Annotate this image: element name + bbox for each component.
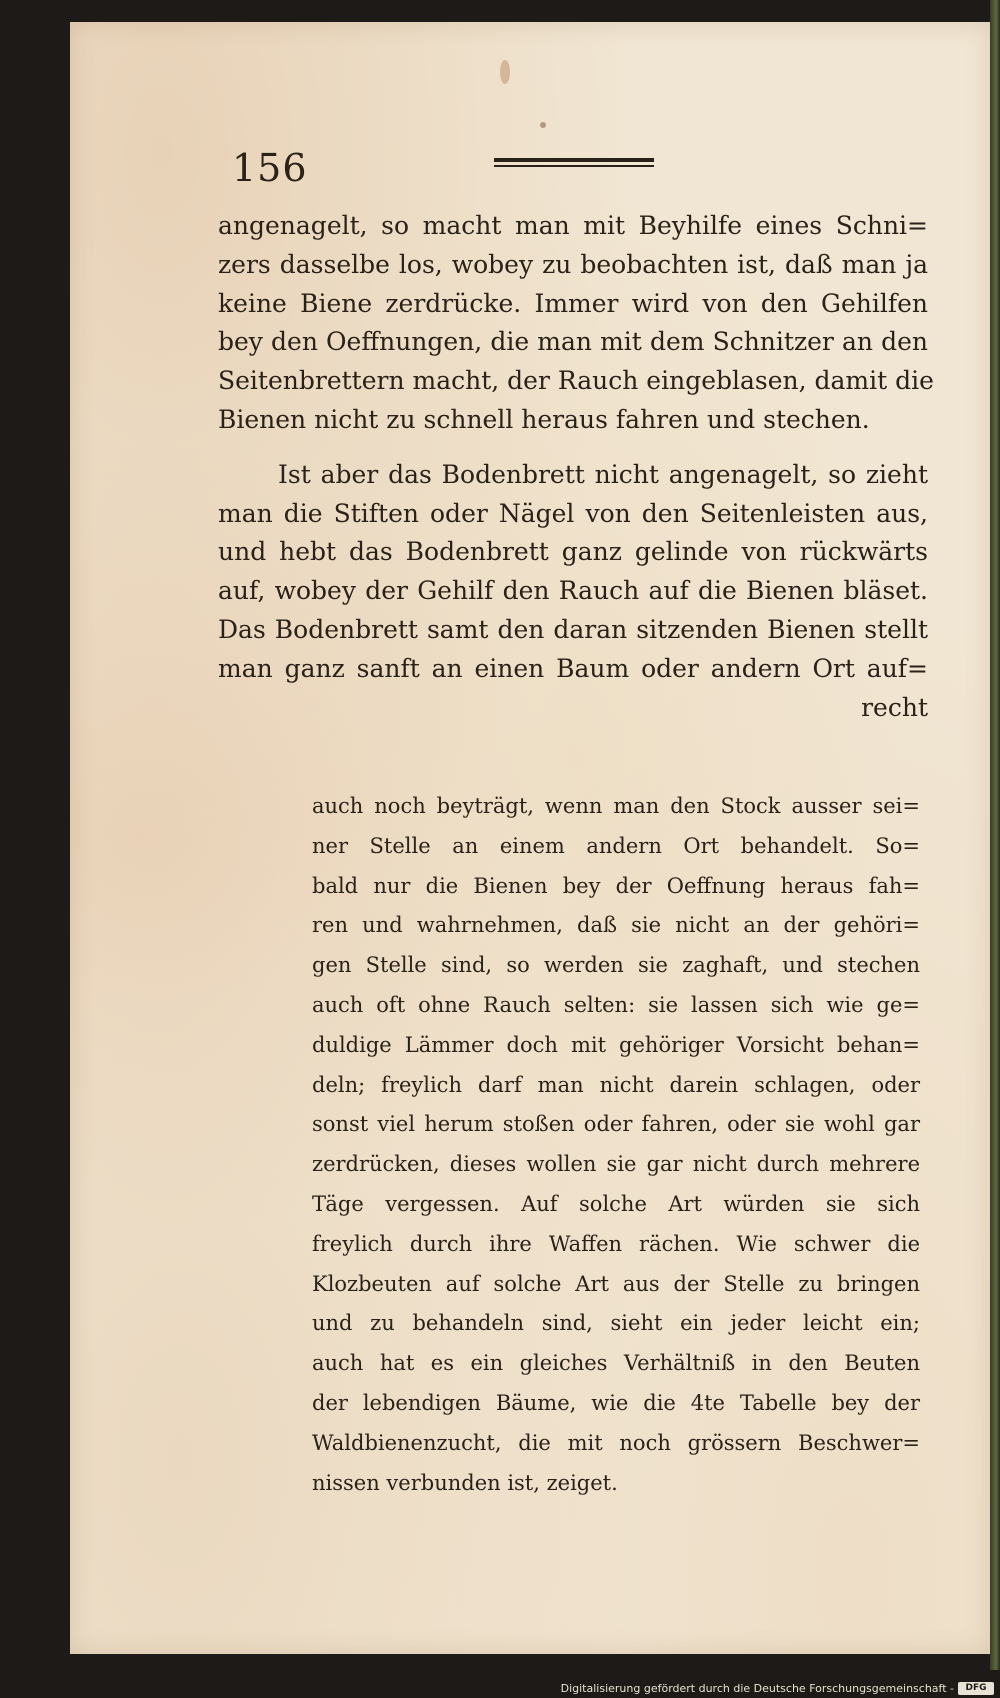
- footnote-line: und zu behandeln sind, sieht ein jeder leicht ein;: [312, 1311, 920, 1336]
- text-line: bey den Oeffnungen, die man mit dem Schnitzer an den: [218, 327, 928, 357]
- footnote-line: gen Stelle sind, so werden sie zaghaft, und stechen: [312, 953, 920, 978]
- paper-stain: [540, 122, 546, 128]
- footnote-line: auch noch beyträgt, wenn man den Stock ausser sei=: [312, 794, 920, 818]
- footnote-line: sonst viel herum stoßen oder fahren, oder sie wohl gar: [312, 1112, 920, 1137]
- footnote-line: ner Stelle an einem andern Ort behandelt. So=: [312, 833, 920, 858]
- catchword: recht: [861, 692, 928, 722]
- footnote-line: Klozbeuten auf solche Art aus der Stelle zu bringen: [312, 1271, 920, 1296]
- footnote-line: nissen verbunden ist, zeiget.: [312, 1470, 618, 1495]
- footnote-line: der lebendigen Bäume, wie die 4te Tabelle bey der: [312, 1390, 920, 1415]
- text-line: man ganz sanft an einen Baum oder andern Ort auf=: [218, 653, 928, 683]
- text-line: keine Biene zerdrücke. Immer wird von den Gehilfen: [218, 288, 928, 318]
- footnote-line: deln; freylich darf man nicht darein schlagen, oder: [312, 1072, 920, 1097]
- main-text: [218, 207, 934, 727]
- page-number: 156: [232, 146, 308, 190]
- footnote-line: Täge vergessen. Auf solche Art würden sie sich: [312, 1191, 920, 1216]
- header-rule: [494, 158, 654, 168]
- footnote-line: auch oft ohne Rauch selten: sie lassen sich wie ge=: [312, 992, 920, 1017]
- footnote-line: auch hat es ein gleiches Verhältniß in den Beuten: [312, 1351, 920, 1376]
- footnote-text: [312, 787, 920, 1503]
- header-rule-line: [494, 165, 654, 167]
- footnote-line: freylich durch ihre Waffen rächen. Wie schwer die: [312, 1231, 920, 1256]
- text-line: Seitenbrettern macht, der Rauch eingeblasen, damit die: [218, 366, 934, 396]
- header-rule-line: [494, 158, 654, 162]
- footnote-line: Waldbienenzucht, die mit noch grössern Beschwer=: [312, 1430, 920, 1455]
- text-line: auf, wobey der Gehilf den Rauch auf die Bienen bläset.: [218, 576, 928, 606]
- digitization-note: Digitalisierung gefördert durch die Deutsche Forschungsgemeinschaft -: [560, 1682, 954, 1695]
- paper-stain: [500, 60, 510, 84]
- footnote-line: bald nur die Bienen bey der Oeffnung heraus fah=: [312, 873, 920, 898]
- scan-background-edge: [990, 0, 1000, 1670]
- footnote-line: ren und wahrnehmen, daß sie nicht an der gehöri=: [312, 913, 920, 938]
- dfg-logo: DFG: [958, 1682, 994, 1695]
- text-line: Bienen nicht zu schnell heraus fahren und stechen.: [218, 404, 870, 434]
- footnote-line: duldige Lämmer doch mit gehöriger Vorsicht behan=: [312, 1032, 920, 1057]
- text-line: zers dasselbe los, wobey zu beobachten ist, daß man ja: [218, 249, 928, 279]
- text-line: und hebt das Bodenbrett ganz gelinde von rückwärts: [218, 537, 928, 567]
- text-line: Ist aber das Bodenbrett nicht angenagelt, so zieht: [278, 459, 928, 489]
- text-line: angenagelt, so macht man mit Beyhilfe eines Schni=: [218, 211, 928, 240]
- text-line: man die Stiften oder Nägel von den Seitenleisten aus,: [218, 498, 928, 528]
- footnote-line: zerdrücken, dieses wollen sie gar nicht durch mehrere: [312, 1152, 920, 1177]
- text-line: Das Bodenbrett samt den daran sitzenden Bienen stellt: [218, 614, 928, 644]
